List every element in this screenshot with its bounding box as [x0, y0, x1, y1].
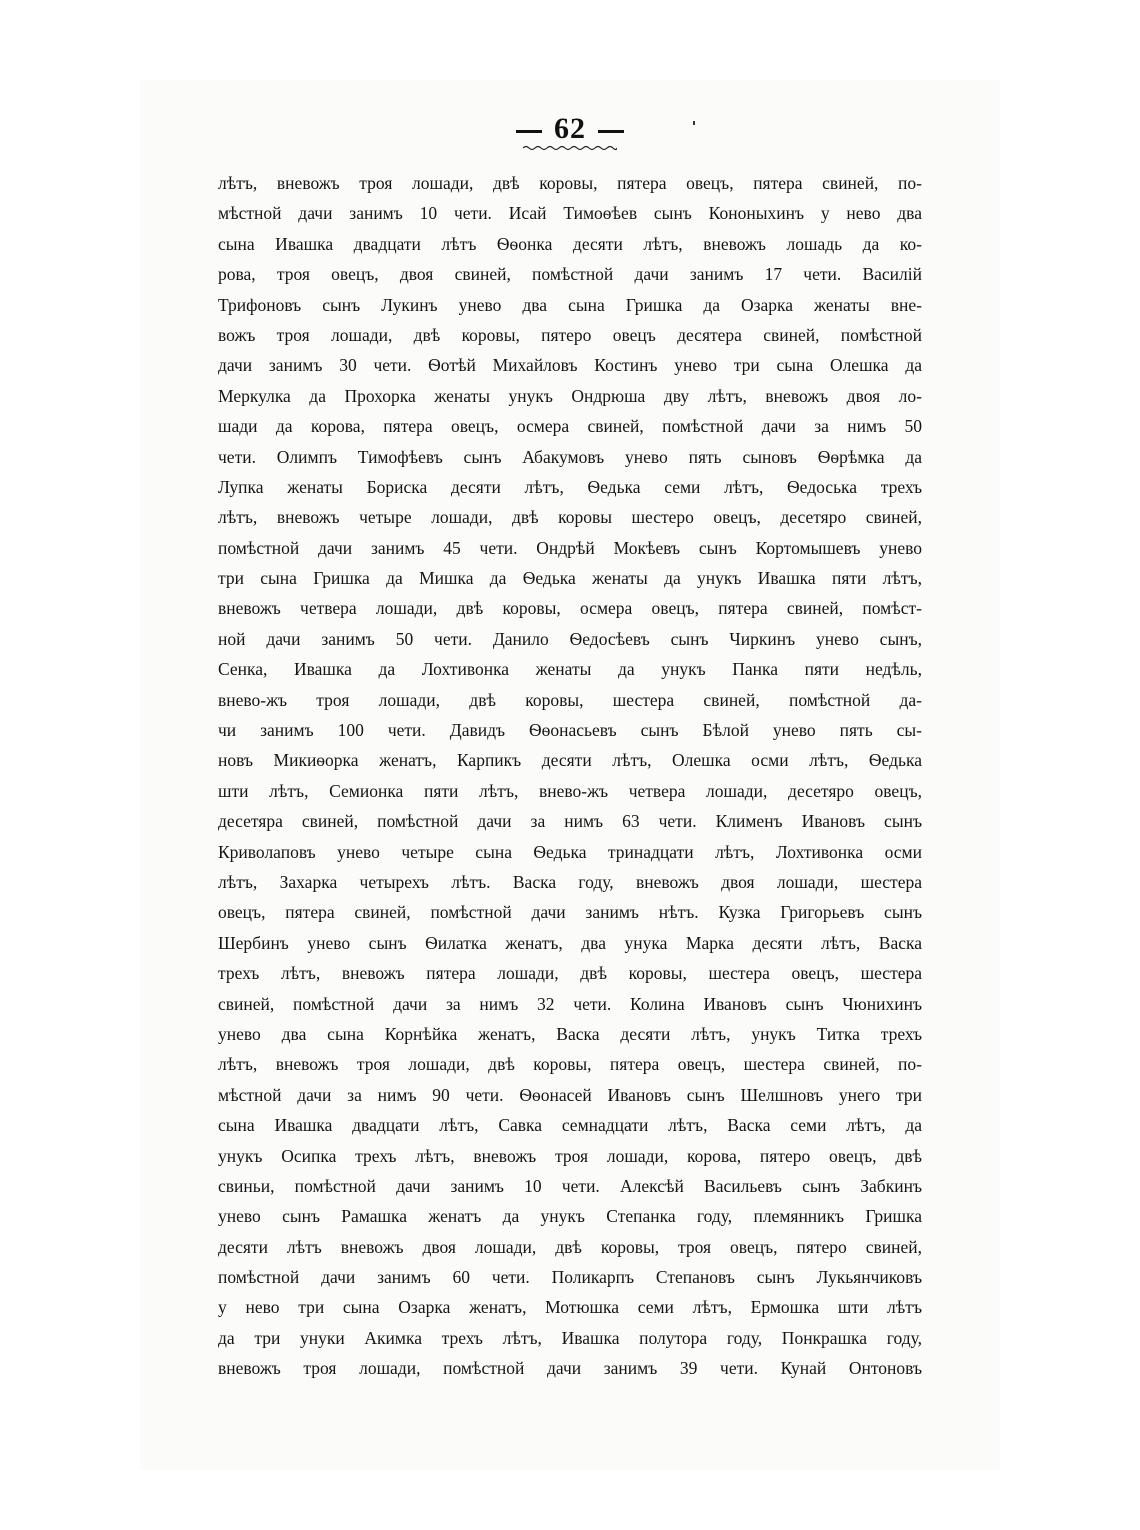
- text-line: Меркулка да Прохорка женаты унукъ Ондрюша дву лѣтъ, вневожъ двоя ло-: [218, 385, 922, 406]
- page-header: [0, 112, 1140, 146]
- text-line: у нево три сына Озарка женатъ, Мотюшка семи лѣтъ, Ермошка шти лѣтъ: [218, 1297, 922, 1318]
- text-line: свиней, помѣстной дачи за нимъ 32 чети. Колина Ивановъ сынъ Чюнихинъ: [218, 993, 922, 1014]
- wavy-underline: [523, 144, 617, 152]
- text-line: Лупка женаты Бориска десяти лѣтъ, Ѳедька семи лѣтъ, Ѳедоська трехъ: [218, 476, 922, 497]
- text-line: шади да корова, пятера овецъ, осмера свиней, помѣстной дачи за нимъ 50: [218, 416, 922, 437]
- text-line: Сенка, Ивашка да Лохтивонка женаты да унукъ Панка пяти недѣль,: [218, 659, 922, 680]
- text-line: внево-жъ троя лошади, двѣ коровы, шестера свиней, помѣстной да-: [218, 689, 922, 710]
- text-line: трехъ лѣтъ, вневожъ пятера лошади, двѣ коровы, шестера овецъ, шестера: [218, 963, 922, 984]
- text-line: сына Ивашка двадцати лѣтъ, Савка семнадцати лѣтъ, Васка семи лѣтъ, да: [218, 1115, 922, 1136]
- text-line: лѣтъ, вневожъ четыре лошади, двѣ коровы шестеро овецъ, десетяро свиней,: [218, 507, 922, 528]
- text-line: вневожъ четвера лошади, двѣ коровы, осмера овецъ, пятера свиней, помѣст-: [218, 598, 922, 619]
- text-line: овецъ, пятера свиней, помѣстной дачи занимъ нѣтъ. Кузка Григорьевъ сынъ: [218, 902, 922, 923]
- text-line: Трифоновъ сынъ Лукинъ унево два сына Гришка да Озарка женаты вне-: [218, 294, 922, 315]
- page-number-block: [504, 112, 636, 146]
- text-line: вневожъ троя лошади, помѣстной дачи занимъ 39 чети. Кунай Онтоновъ: [218, 1358, 922, 1379]
- text-line: шти лѣтъ, Семионка пяти лѣтъ, внево-жъ четвера лошади, десетяро овецъ,: [218, 780, 922, 801]
- text-line: унево два сына Корнѣйка женатъ, Васка десяти лѣтъ, унукъ Титка трехъ: [218, 1023, 922, 1044]
- text-line: лѣтъ, вневожъ троя лошади, двѣ коровы, пятера овецъ, шестера свиней, по-: [218, 1054, 922, 1075]
- text-line: лѣтъ, Захарка четырехъ лѣтъ. Васка году, вневожъ двоя лошади, шестера: [218, 871, 922, 892]
- text-line: мѣстной дачи занимъ 10 чети. Исай Тимоѳѣев сынъ Кононыхинъ у нево два: [218, 203, 922, 224]
- text-line: рова, троя овецъ, двоя свиней, помѣстной дачи занимъ 17 чети. Василій: [218, 264, 922, 285]
- text-line: лѣтъ, вневожъ троя лошади, двѣ коровы, пятера овецъ, пятера свиней, по-: [218, 173, 922, 193]
- text-line: десетяра свиней, помѣстной дачи за нимъ 63 чети. Клименъ Ивановъ сынъ: [218, 811, 922, 832]
- text-line: чети. Олимпъ Тимофѣевъ сынъ Абакумовъ унево пять сыновъ Ѳѳрѣмка да: [218, 446, 922, 467]
- text-line: помѣстной дачи занимъ 60 чети. Поликарпъ Степановъ сынъ Лукьянчиковъ: [218, 1267, 922, 1288]
- page-number: 62: [554, 112, 586, 145]
- text-line: десяти лѣтъ вневожъ двоя лошади, двѣ коровы, троя овецъ, пятеро свиней,: [218, 1236, 922, 1257]
- text-line: унево сынъ Рамашка женатъ да унукъ Степанка году, племянникъ Гришка: [218, 1206, 922, 1227]
- text-line: да три унуки Акимка трехъ лѣтъ, Ивашка полутора году, Понкрашка году,: [218, 1327, 922, 1348]
- text-line: Шербинъ унево сынъ Ѳилатка женатъ, два унука Марка десяти лѣтъ, Васка: [218, 932, 922, 953]
- text-line: сына Ивашка двадцати лѣтъ Ѳѳонка десяти лѣтъ, вневожъ лошадь да ко-: [218, 233, 922, 254]
- text-line: три сына Гришка да Мишка да Ѳедька женаты да унукъ Ивашка пяти лѣтъ,: [218, 568, 922, 589]
- text-line: дачи занимъ 30 чети. Ѳотѣй Михайловъ Костинъ унево три сына Олешка да: [218, 355, 922, 376]
- text-line: вожъ троя лошади, двѣ коровы, пятеро овецъ десятера свиней, помѣстной: [218, 324, 922, 345]
- text-line: чи занимъ 100 чети. Давидъ Ѳѳонасьевъ сынъ Бѣлой унево пять сы-: [218, 720, 922, 741]
- body-text: [218, 168, 922, 1384]
- text-line: помѣстной дачи занимъ 45 чети. Ондрѣй Мокѣевъ сынъ Кортомышевъ унево: [218, 537, 922, 558]
- text-line: ной дачи занимъ 50 чети. Данило Ѳедосѣевъ сынъ Чиркинъ унево сынъ,: [218, 628, 922, 649]
- text-line: унукъ Осипка трехъ лѣтъ, вневожъ троя лошади, корова, пятеро овецъ, двѣ: [218, 1145, 922, 1166]
- left-dash: [516, 130, 542, 133]
- text-line: новъ Микиѳорка женатъ, Карпикъ десяти лѣтъ, Олешка осми лѣтъ, Ѳедька: [218, 750, 922, 771]
- text-line: Криволаповъ унево четыре сына Ѳедька тринадцати лѣтъ, Лохтивонка осми: [218, 841, 922, 862]
- right-dash: [598, 130, 624, 133]
- ink-speck: [693, 121, 695, 125]
- text-line: свиньи, помѣстной дачи занимъ 10 чети. Алексѣй Васильевъ сынъ Забкинъ: [218, 1175, 922, 1196]
- text-line: мѣстной дачи за нимъ 90 чети. Ѳѳонасей Ивановъ сынъ Шелшновъ унего три: [218, 1084, 922, 1105]
